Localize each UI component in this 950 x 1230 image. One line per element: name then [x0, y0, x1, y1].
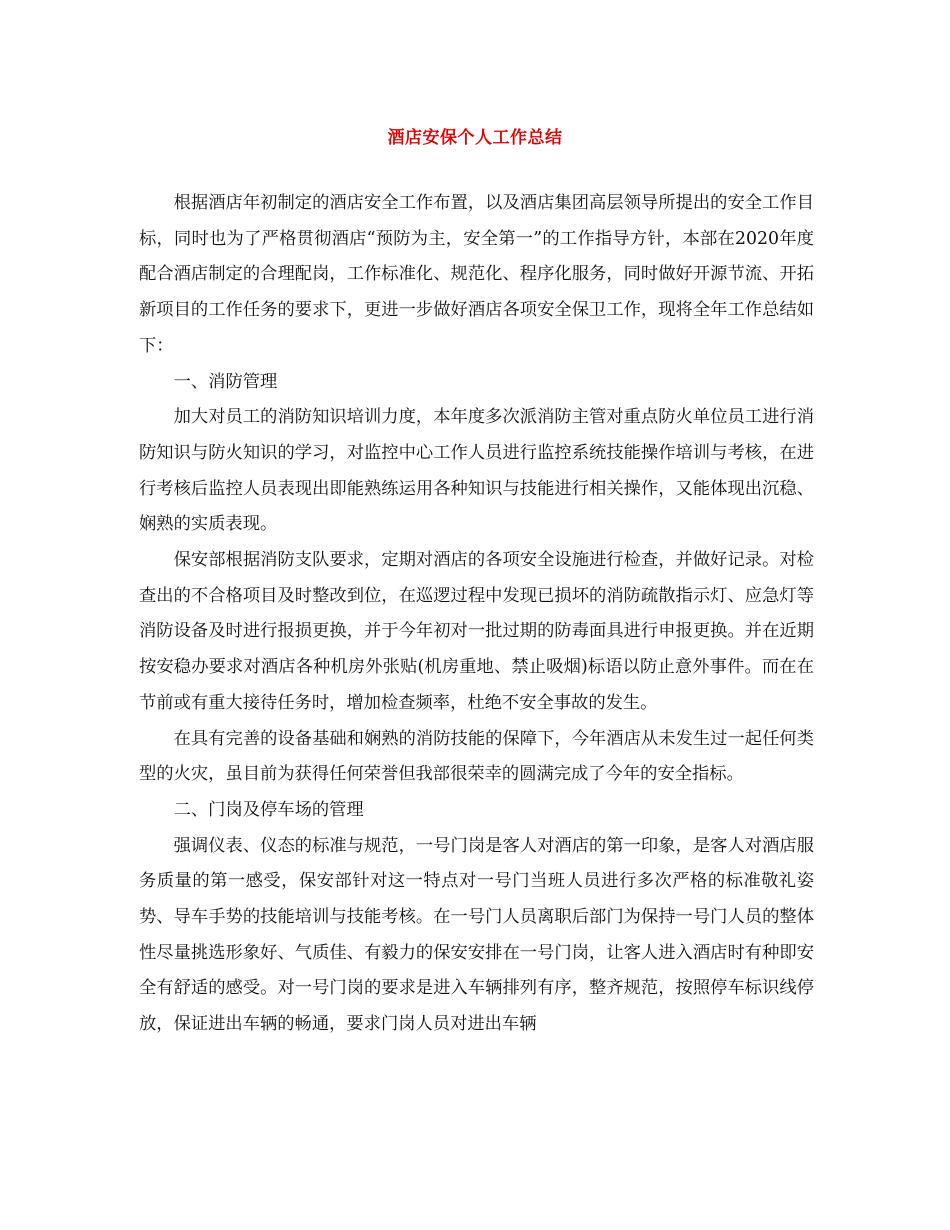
paragraph-intro: 根据酒店年初制定的酒店安全工作布置，以及酒店集团高层领导所提出的安全工作目标，同时也为了严格贯彻酒店“预防为主，安全第一”的工作指导方针，本部在2020年度配合酒店制定的合理配岗，工作标准化、规范化、程序化服务，同时做好开源节流、开拓新项目的工作任务的要求下，更进一步做好酒店各项安全保卫工作，现将全年工作总结如下： [139, 193, 814, 356]
paragraph-fire-training: 加大对员工的消防知识培训力度，本年度多次派消防主管对重点防火单位员工进行消防知识与防火知识的学习，对监控中心工作人员进行监控系统技能操作培训与考核，在进行考核后监控人员表现出即能熟练运用各种知识与技能进行相关操作，又能体现出沉稳、娴熟的实质表现。 [139, 407, 814, 535]
document-title: 酒店安保个人工作总结 [387, 128, 563, 148]
paragraph-fire-result: 在具有完善的设备基础和娴熟的消防技能的保障下，今年酒店从未发生过一起任何类型的火灾，虽目前为获得任何荣誉但我部很荣幸的圆满完成了今年的安全指标。 [139, 728, 814, 785]
paragraph-gate-standards: 强调仪表、仪态的标准与规范，一号门岗是客人对酒店的第一印象，是客人对酒店服务质量的第一感受，保安部针对这一特点对一号门当班人员进行多次严格的标准敬礼姿势、导车手势的技能培训与技能考核。在一号门人员离职后部门为保持一号门人员的整体性尽量挑选形象好、气质佳、有毅力的保安安排在一号门岗，让客人进入酒店时有种即安全有舒适的感受。对一号门岗的要求是进入车辆排列有序，整齐规范，按照停车标识线停放，保证进出车辆的畅通，要求门岗人员对进出车辆 [139, 835, 814, 1035]
section-heading-fire-management: 一、消防管理 [173, 371, 278, 392]
document-body [139, 186, 814, 1043]
paragraph-fire-inspection: 保安部根据消防支队要求，定期对酒店的各项安全设施进行检查，并做好记录。对检查出的不合格项目及时整改到位，在巡逻过程中发现已损坏的消防疏散指示灯、应急灯等消防设备及时进行报损更换，并于今年初对一批过期的防毒面具进行申报更换。并在近期按安稳办要求对酒店各种机房外张贴(机房重地、禁止吸烟)标语以防止意外事件。而在在节前或有重大接待任务时，增加检查频率，杜绝不安全事故的发生。 [139, 550, 814, 713]
section-heading-gate-parking: 二、门岗及停车场的管理 [173, 799, 364, 820]
